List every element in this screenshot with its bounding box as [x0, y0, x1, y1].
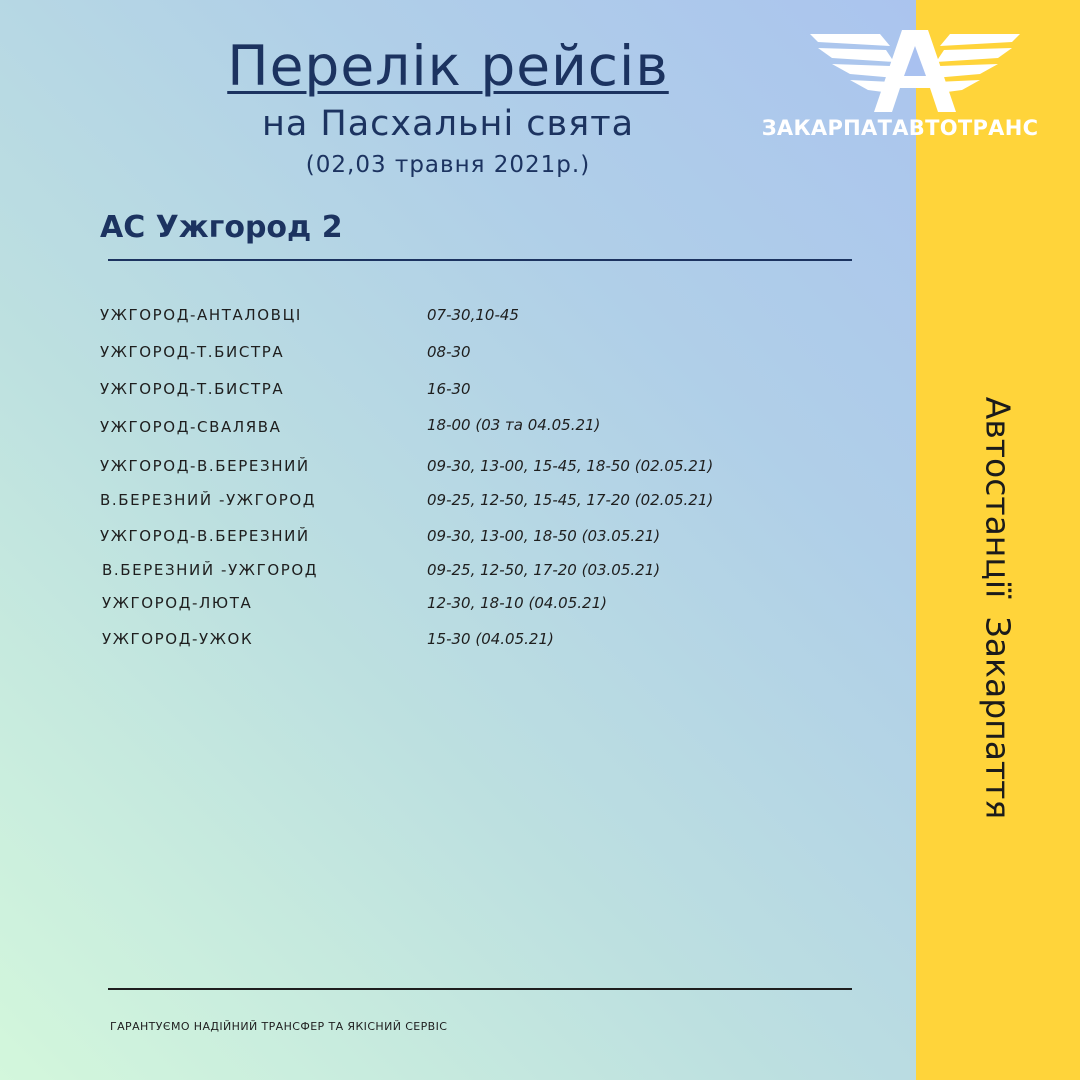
route-row: [0, 561, 900, 585]
page-title: Перелік рейсів: [227, 34, 669, 98]
route-row: [0, 417, 900, 441]
bottom-divider: [108, 988, 852, 990]
route-name: В.БЕРЕЗНИЙ -УЖГОРОД: [100, 491, 317, 509]
side-label: Автостанції Закарпаття: [978, 396, 1018, 820]
route-name: УЖГОРОД-В.БЕРЕЗНИЙ: [100, 457, 310, 475]
route-row: [0, 491, 900, 515]
route-name: УЖГОРОД-СВАЛЯВА: [100, 418, 282, 436]
route-row: [0, 594, 900, 618]
date-range: (02,03 травня 2021р.): [305, 152, 591, 178]
route-times: 07-30,10-45: [427, 306, 519, 324]
route-times: 09-25, 12-50, 15-45, 17-20 (02.05.21): [427, 491, 714, 509]
route-times: 09-30, 13-00, 18-50 (03.05.21): [427, 527, 661, 545]
route-name: УЖГОРОД-В.БЕРЕЗНИЙ: [100, 527, 310, 545]
route-row: [0, 343, 900, 367]
route-name: УЖГОРОД-ЛЮТА: [102, 594, 253, 612]
route-times: 09-25, 12-50, 17-20 (03.05.21): [427, 561, 661, 579]
route-row: [0, 380, 900, 404]
route-times: 12-30, 18-10 (04.05.21): [427, 594, 607, 612]
page-subtitle: на Пасхальні свята: [261, 104, 635, 144]
brand-name: ЗАКАРПАТАВТОТРАНС: [761, 116, 1039, 140]
route-row: [0, 306, 900, 330]
route-times: 09-30, 13-00, 15-45, 18-50 (02.05.21): [427, 457, 714, 475]
route-name: УЖГОРОД-АНТАЛОВЦІ: [100, 306, 302, 324]
route-name: УЖГОРОД-УЖОК: [102, 630, 254, 648]
footer-slogan: ГАРАНТУЄМО НАДІЙНИЙ ТРАНСФЕР ТА ЯКІСНИЙ СЕРВІС: [110, 1020, 448, 1033]
route-times: 15-30 (04.05.21): [427, 630, 554, 648]
route-times: 08-30: [427, 343, 471, 361]
route-name: УЖГОРОД-Т.БИСТРА: [100, 380, 285, 398]
route-name: В.БЕРЕЗНИЙ -УЖГОРОД: [102, 561, 319, 579]
route-name: УЖГОРОД-Т.БИСТРА: [100, 343, 285, 361]
route-row: [0, 630, 900, 654]
station-heading: АС Ужгород 2: [100, 210, 343, 245]
route-row: [0, 457, 900, 481]
route-times: 16-30: [427, 380, 471, 398]
top-divider: [108, 259, 852, 261]
route-row: [0, 527, 900, 551]
route-times: 18-00 (03 та 04.05.21): [427, 416, 601, 434]
